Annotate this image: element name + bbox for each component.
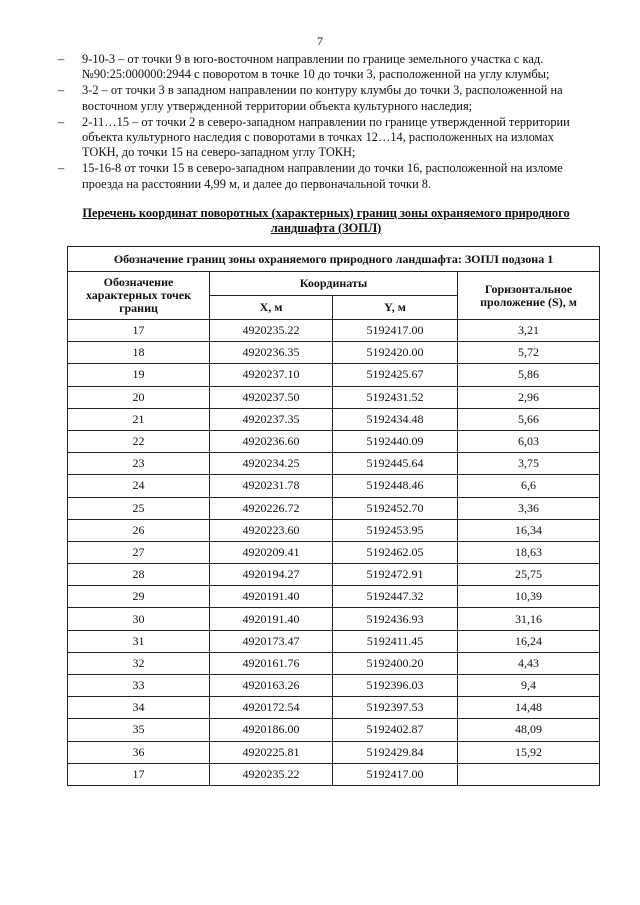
cell-point: 17 [68, 320, 210, 342]
cell-distance: 5,66 [458, 408, 600, 430]
cell-x: 4920237.35 [210, 408, 333, 430]
cell-point: 17 [68, 763, 210, 785]
table-row [68, 763, 600, 785]
column-header-y: Y, м [333, 296, 458, 320]
cell-distance: 48,09 [458, 719, 600, 741]
list-item-text: 3-2 – от точки 3 в западном направлении по контуру клумбы до точки 3, расположенной на восточном углу утвержденной территории объекта культурного наследия; [82, 83, 563, 113]
cell-point: 18 [68, 342, 210, 364]
table-body [68, 320, 600, 786]
cell-y: 5192462.05 [333, 541, 458, 563]
cell-y: 5192396.03 [333, 675, 458, 697]
cell-point: 35 [68, 719, 210, 741]
cell-distance: 10,39 [458, 586, 600, 608]
cell-distance: 9,4 [458, 675, 600, 697]
column-header-point: Обозначение характерных точек границ [68, 272, 210, 320]
cell-x: 4920194.27 [210, 564, 333, 586]
table-row [68, 675, 600, 697]
page-number: 7 [317, 34, 323, 48]
list-item [58, 115, 592, 161]
section-heading: Перечень координат поворотных (характерных) границ зоны охраняемого природного ландшафта (ЗОПЛ) [82, 206, 570, 235]
cell-point: 22 [68, 430, 210, 452]
cell-y: 5192400.20 [333, 652, 458, 674]
cell-distance: 18,63 [458, 541, 600, 563]
cell-distance [458, 763, 600, 785]
table-row [68, 719, 600, 741]
table-row [68, 630, 600, 652]
table-row [68, 386, 600, 408]
cell-point: 29 [68, 586, 210, 608]
cell-point: 27 [68, 541, 210, 563]
cell-distance: 25,75 [458, 564, 600, 586]
cell-distance: 4,43 [458, 652, 600, 674]
cell-point: 28 [68, 564, 210, 586]
cell-y: 5192472.91 [333, 564, 458, 586]
cell-distance: 6,6 [458, 475, 600, 497]
table-row [68, 475, 600, 497]
column-header-x: X, м [210, 296, 333, 320]
table-row [68, 541, 600, 563]
cell-distance: 14,48 [458, 697, 600, 719]
cell-y: 5192425.67 [333, 364, 458, 386]
table-row [68, 652, 600, 674]
cell-distance: 3,21 [458, 320, 600, 342]
table-row [68, 497, 600, 519]
list-item-text: 15-16-8 от точки 15 в северо-западном направлении до точки 16, расположенной на изломе проезда на расстоянии 4,99 м, и далее до первоначальной точки 8. [82, 161, 563, 191]
cell-point: 33 [68, 675, 210, 697]
cell-point: 23 [68, 453, 210, 475]
coordinates-table [67, 246, 600, 786]
cell-x: 4920236.60 [210, 430, 333, 452]
cell-x: 4920234.25 [210, 453, 333, 475]
cell-y: 5192411.45 [333, 630, 458, 652]
cell-distance: 15,92 [458, 741, 600, 763]
cell-point: 19 [68, 364, 210, 386]
cell-x: 4920186.00 [210, 719, 333, 741]
table-row [68, 697, 600, 719]
table-row [68, 430, 600, 452]
table-row [68, 741, 600, 763]
list-item-text: 9-10-3 – от точки 9 в юго-восточном направлении по границе земельного участка с кад. №90:25:000000:2944 с поворотом в точке 10 до точки 3, расположенной на углу клумбы; [82, 52, 550, 82]
cell-x: 4920191.40 [210, 586, 333, 608]
list-dash: – [58, 52, 65, 66]
boundary-description-list [58, 52, 592, 193]
cell-distance: 31,16 [458, 608, 600, 630]
table-row [68, 320, 600, 342]
cell-y: 5192452.70 [333, 497, 458, 519]
cell-x: 4920231.78 [210, 475, 333, 497]
cell-y: 5192440.09 [333, 430, 458, 452]
table-row [68, 586, 600, 608]
cell-point: 36 [68, 741, 210, 763]
cell-point: 31 [68, 630, 210, 652]
cell-x: 4920161.76 [210, 652, 333, 674]
table-row [68, 564, 600, 586]
cell-y: 5192417.00 [333, 320, 458, 342]
table-row [68, 408, 600, 430]
cell-y: 5192434.48 [333, 408, 458, 430]
cell-y: 5192431.52 [333, 386, 458, 408]
cell-y: 5192397.53 [333, 697, 458, 719]
column-header-coordinates: Координаты [210, 272, 458, 296]
cell-x: 4920163.26 [210, 675, 333, 697]
cell-x: 4920226.72 [210, 497, 333, 519]
cell-point: 21 [68, 408, 210, 430]
cell-y: 5192402.87 [333, 719, 458, 741]
table-row [68, 453, 600, 475]
cell-x: 4920223.60 [210, 519, 333, 541]
column-header-distance: Горизонтальное проложение (S), м [458, 272, 600, 320]
cell-x: 4920209.41 [210, 541, 333, 563]
cell-y: 5192436.93 [333, 608, 458, 630]
cell-x: 4920235.22 [210, 763, 333, 785]
list-dash: – [58, 114, 65, 129]
cell-point: 24 [68, 475, 210, 497]
cell-point: 30 [68, 608, 210, 630]
table-row [68, 608, 600, 630]
list-item [58, 52, 592, 82]
table-caption: Обозначение границ зоны охраняемого природного ландшафта: ЗОПЛ подзона 1 [68, 247, 600, 272]
cell-y: 5192417.00 [333, 763, 458, 785]
table-row [68, 364, 600, 386]
cell-distance: 5,72 [458, 342, 600, 364]
cell-distance: 16,34 [458, 519, 600, 541]
cell-y: 5192453.95 [333, 519, 458, 541]
cell-x: 4920235.22 [210, 320, 333, 342]
list-item [58, 83, 592, 113]
cell-y: 5192420.00 [333, 342, 458, 364]
list-dash: – [58, 83, 65, 98]
cell-x: 4920172.54 [210, 697, 333, 719]
cell-x: 4920225.81 [210, 741, 333, 763]
cell-point: 25 [68, 497, 210, 519]
cell-x: 4920237.10 [210, 364, 333, 386]
list-item-text: 2-11…15 – от точки 2 в северо-западном направлении по границе утвержденной территории объекта культурного наследия с поворотами в точках 12…14, расположенных на изломах ТОКН, до точки 15 на северо-западном углу ТОКН; [82, 114, 570, 160]
cell-point: 20 [68, 386, 210, 408]
table-row [68, 342, 600, 364]
table-row [68, 519, 600, 541]
cell-distance: 5,86 [458, 364, 600, 386]
cell-point: 26 [68, 519, 210, 541]
cell-point: 32 [68, 652, 210, 674]
cell-distance: 6,03 [458, 430, 600, 452]
cell-distance: 3,36 [458, 497, 600, 519]
cell-y: 5192445.64 [333, 453, 458, 475]
cell-x: 4920236.35 [210, 342, 333, 364]
cell-distance: 3,75 [458, 453, 600, 475]
cell-distance: 16,24 [458, 630, 600, 652]
cell-x: 4920191.40 [210, 608, 333, 630]
cell-y: 5192448.46 [333, 475, 458, 497]
list-dash: – [58, 161, 65, 176]
list-item [58, 161, 592, 191]
cell-distance: 2,96 [458, 386, 600, 408]
cell-y: 5192447.32 [333, 586, 458, 608]
cell-x: 4920237.50 [210, 386, 333, 408]
cell-x: 4920173.47 [210, 630, 333, 652]
cell-point: 34 [68, 697, 210, 719]
cell-y: 5192429.84 [333, 741, 458, 763]
